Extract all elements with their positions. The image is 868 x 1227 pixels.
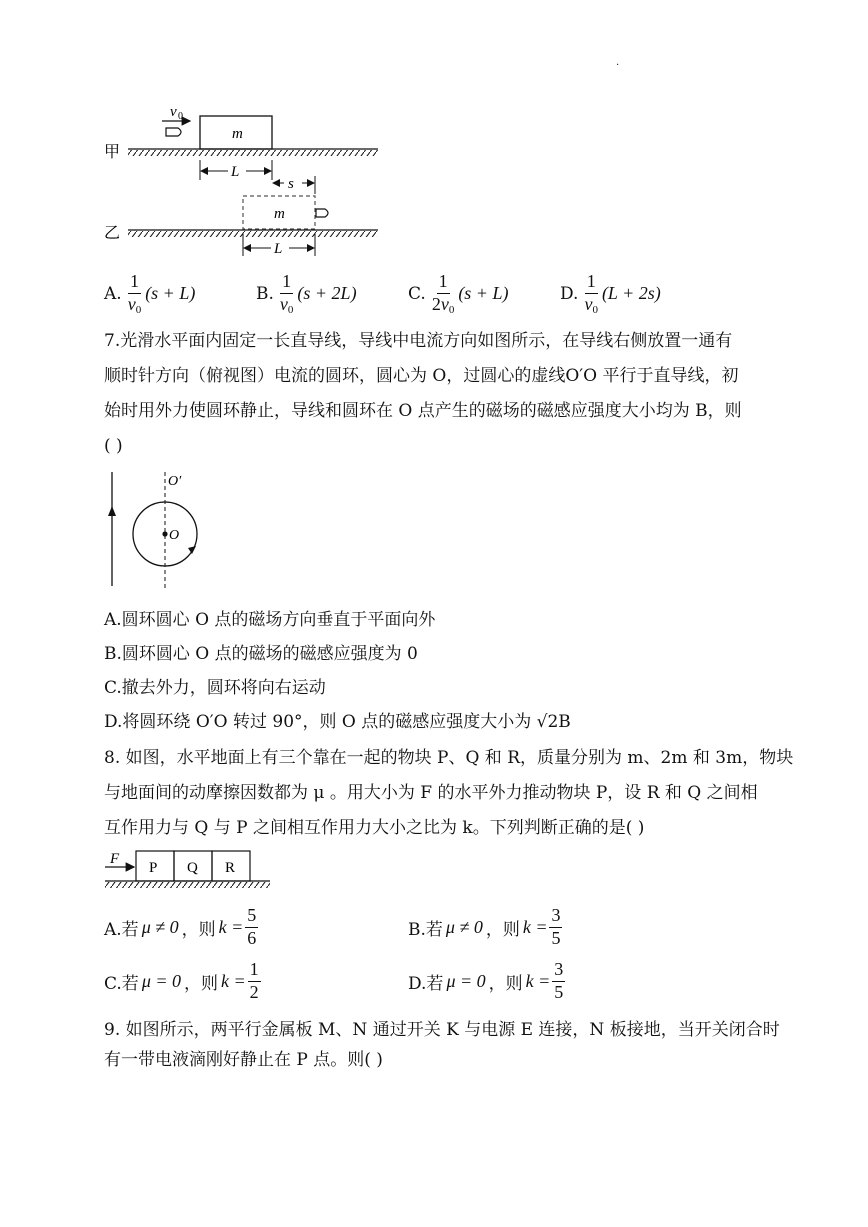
ring-current-arrow (188, 546, 196, 554)
dim-L1-label: L (231, 164, 240, 180)
q8-option-a-fraction: $\frac{5}{6}$ (247, 905, 257, 948)
q6-option-b-label: B. (256, 283, 274, 304)
q7-option-c: C.撤去外力，圆环将向右运动 (104, 678, 326, 698)
corner-dot: . (616, 57, 620, 68)
q6-option-a-label: A. (104, 283, 122, 304)
ground-2-hatch (128, 231, 378, 237)
block-1-mass: m (232, 126, 243, 142)
q6-option-d (560, 272, 661, 316)
q6-option-c (408, 272, 508, 316)
q7-stem-line-1: 7.光滑水平面内固定一长直导线，导线中电流方向如图所示，在导线右侧放置一通有 (104, 331, 733, 351)
q7-option-b: B.圆环圆心 O 点的磁场的磁感应强度为 0 (104, 644, 418, 664)
bullet-1 (166, 128, 181, 136)
dim-s-label: s (288, 176, 294, 192)
q6-figure (100, 96, 390, 256)
q6-option-a-tail: (s + L) (145, 283, 196, 304)
q8-option-b: B.若 μ ≠ 0 ，则 k = $\frac{3}{5}$ (408, 905, 561, 948)
q6-option-a (104, 272, 195, 316)
ground-1-hatch (128, 150, 378, 156)
q8-stem-line-2: 与地面间的动摩擦因数都为 μ 。用大小为 F 的水平外力推动物块 P，设 R 和 Q 之间相 (104, 783, 758, 803)
q7-figure (100, 468, 220, 594)
q8-option-c: C.若 μ = 0 ，则 k = $\frac{1}{2}$ (104, 959, 259, 1002)
ground-hatch (105, 882, 270, 888)
block-p-label: P (149, 860, 158, 876)
label-o-prime: O′ (168, 474, 182, 489)
block-2-mass: m (274, 206, 285, 222)
q6-option-c-tail: (s + L) (458, 283, 509, 304)
q8-option-c-fraction: $\frac{1}{2}$ (249, 959, 259, 1002)
q7-option-a: A.圆环圆心 O 点的磁场方向垂直于平面向外 (104, 610, 436, 630)
q8-stem-line-3: 互作用力与 Q 与 P 之间相互作用力大小之比为 k。下列判断正确的是( ) (104, 818, 645, 838)
q6-option-b-fraction: $\frac{1}{v_0}$ (279, 271, 294, 316)
q7-stem-line-3: 始时用外力使圆环静止，导线和圆环在 O 点产生的磁场的磁感应强度大小均为 B，则 (104, 401, 742, 421)
q9-stem-line-2: 有一带电液滴刚好静止在 P 点。则( ) (104, 1050, 383, 1070)
q7-stem-line-2: 顺时针方向（俯视图）电流的圆环，圆心为 O，过圆心的虚线O′O 平行于直导线，初 (104, 366, 739, 386)
center-point (162, 531, 167, 536)
q8-option-d-fraction: $\frac{3}{5}$ (554, 959, 564, 1002)
q7-option-d: D.将圆环绕 O′O 转过 90°，则 O 点的磁感应强度大小为 √2B (104, 712, 571, 732)
q9-stem-line-1: 9. 如图所示，两平行金属板 M、N 通过开关 K 与电源 E 连接，N 板接地，当开关闭合时 (104, 1020, 780, 1040)
current-arrow (108, 506, 116, 516)
v0-sub: 0 (178, 111, 183, 122)
q8-option-a: A.若 μ ≠ 0 ，则 k = $\frac{5}{6}$ (104, 905, 257, 948)
q8-stem-line-1: 8. 如图，水平地面上有三个靠在一起的物块 P、Q 和 R，质量分别为 m、2m 和 3m，物块 (104, 748, 794, 768)
q6-option-d-fraction: $\frac{1}{v_0}$ (584, 271, 598, 316)
q6-option-d-tail: (L + 2s) (601, 283, 661, 304)
q6-option-b-tail: (s + 2L) (297, 283, 357, 304)
q8-figure (100, 846, 280, 894)
block-r-label: R (225, 860, 236, 876)
label-o: O (169, 528, 180, 543)
dim-L2-label: L (274, 241, 283, 256)
row2-label: 乙 (104, 225, 121, 242)
q7-stem-line-4: ( ) (104, 436, 123, 456)
block-q-label: Q (187, 860, 198, 876)
q6-option-a-fraction: $\frac{1}{v_0}$ (127, 271, 142, 316)
row1-label: 甲 (104, 144, 121, 161)
q6-option-c-fraction: $\frac{1}{2v_0}$ (431, 271, 455, 316)
force-label: F (110, 851, 120, 867)
q8-option-b-fraction: $\frac{3}{5}$ (551, 905, 561, 948)
q6-option-d-label: D. (560, 283, 579, 304)
q6-option-b (256, 272, 357, 316)
q8-option-d: D.若 μ = 0 ，则 k = $\frac{3}{5}$ (408, 959, 564, 1002)
bullet-2 (316, 209, 328, 217)
q6-option-c-label: C. (408, 283, 426, 304)
v0-label: v (170, 104, 177, 120)
